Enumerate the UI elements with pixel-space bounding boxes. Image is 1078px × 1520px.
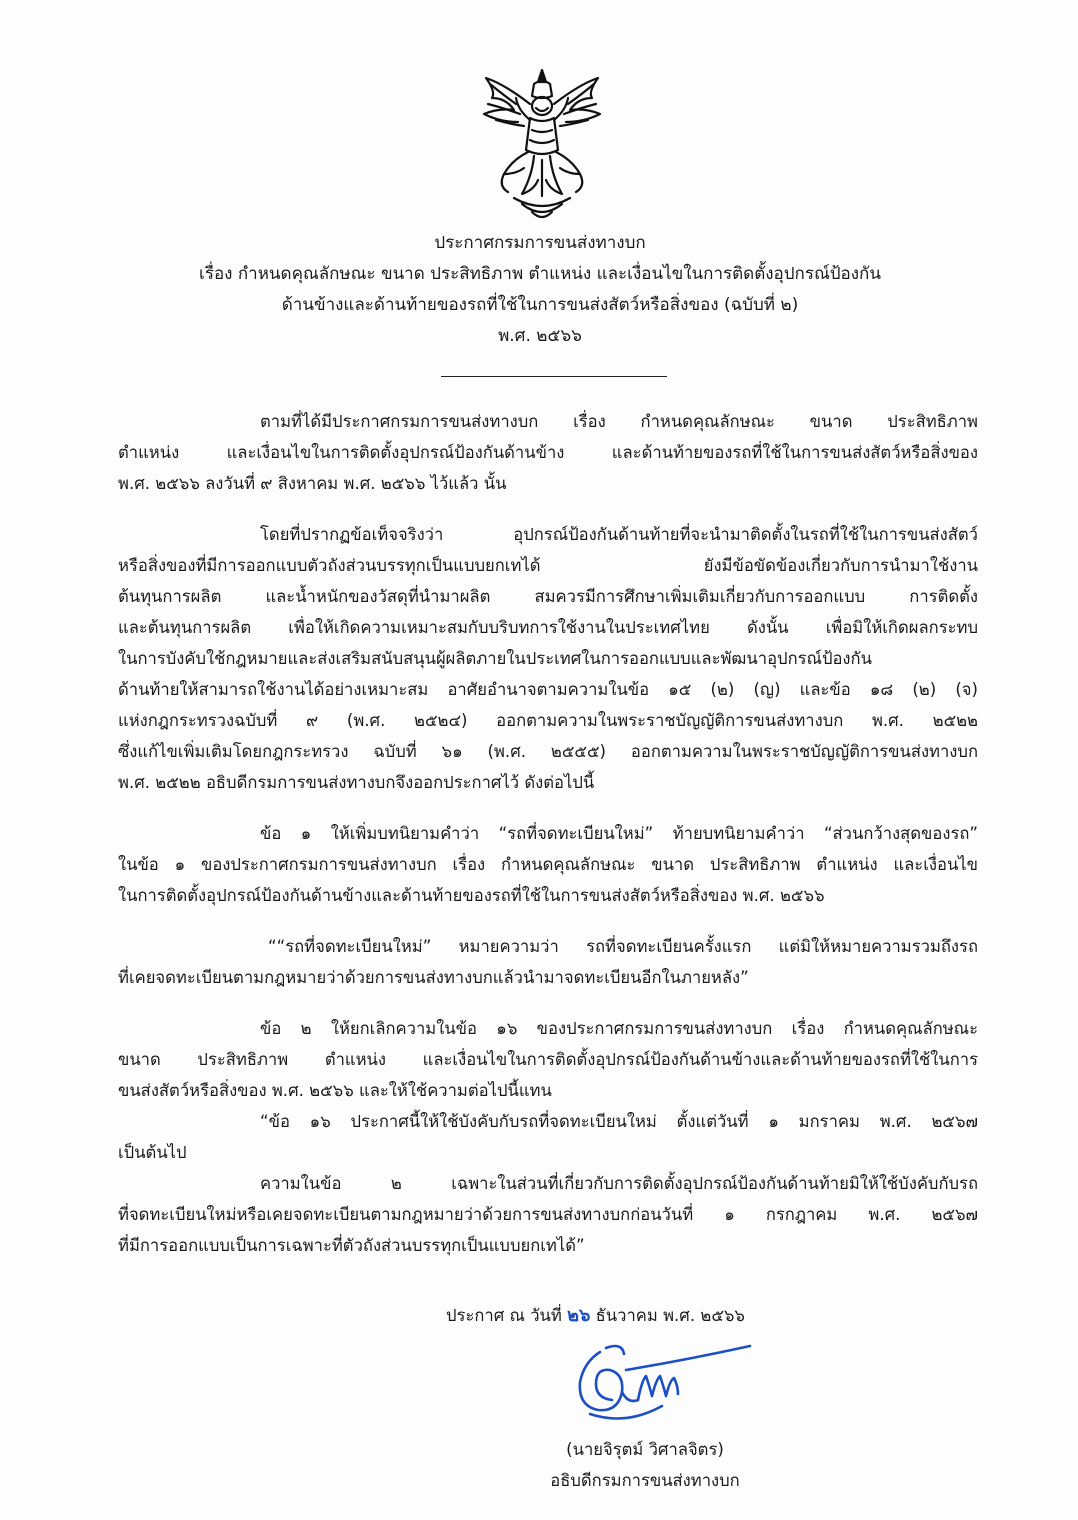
clause-16-para-2-line: ความในข้อ ๒ เฉพาะในส่วนที่เกี่ยวกับการติดตั้งอุปกรณ์ป้องกันด้านท้ายมิให้ใช้บังคับกับรถ (260, 1174, 978, 1193)
clause-2-line: ขนส่งสัตว์หรือสิ่งของ พ.ศ. ๒๕๖๖ และให้ใช้ความต่อไปนี้แทน (118, 1081, 552, 1100)
paragraph-2-line: พ.ศ. ๒๕๒๒ อธิบดีกรมการขนส่งทางบกจึงออกประกาศไว้ ดังต่อไปนี้ (118, 773, 595, 792)
clause-16-para-2-line: ที่จดทะเบียนใหม่หรือเคยจดทะเบียนตามกฎหมายว่าด้วยการขนส่งทางบกก่อนวันที่ ๑ กรกฎาคม พ.ศ. ๒๕๖๗ (118, 1205, 978, 1224)
clause-2-line: ขนาด ประสิทธิภาพ ตำแหน่ง และเงื่อนไขในการติดตั้งอุปกรณ์ป้องกันด้านข้างและด้านท้ายของรถที่ใช้ในการ (118, 1050, 978, 1069)
clause-16-para-2-line: ที่มีการออกแบบเป็นการเฉพาะที่ตัวถังส่วนบรรทุกเป็นแบบยกเทได้” (118, 1236, 585, 1255)
definition-line: ““รถที่จดทะเบียนใหม่” หมายความว่า รถที่จดทะเบียนครั้งแรก แต่มิให้หมายความรวมถึงรถ (268, 937, 978, 956)
garuda-emblem-icon (474, 64, 610, 226)
date-suffix: ธันวาคม พ.ศ. ๒๕๖๖ (595, 1306, 745, 1325)
header-divider (441, 376, 667, 377)
paragraph-1-line: ตามที่ได้มีประกาศกรมการขนส่งทางบก เรื่อง กำหนดคุณลักษณะ ขนาด ประสิทธิภาพ (260, 412, 978, 431)
paragraph-2-line: ต้นทุนการผลิต และน้ำหนักของวัสดุที่นำมาผลิต สมควรมีการศึกษาเพิ่มเติมเกี่ยวกับการออกแบบ การติดตั้ง (118, 587, 978, 606)
date-prefix: ประกาศ ณ วันที่ (446, 1306, 562, 1325)
paragraph-2-line: ในการบังคับใช้กฎหมายและส่งเสริมสนับสนุนผู้ผลิตภายในประเทศในการออกแบบและพัฒนาอุปกรณ์ป้องกัน (118, 649, 872, 668)
announcement-subject-line-2: ด้านข้างและด้านท้ายของรถที่ใช้ในการขนส่งสัตว์หรือสิ่งของ (ฉบับที่ ๒) (281, 295, 799, 315)
signatory-position: อธิบดีกรมการขนส่งทางบก (550, 1471, 740, 1490)
paragraph-2-line: โดยที่ปรากฏข้อเท็จจริงว่า อุปกรณ์ป้องกันด้านท้ายที่จะนำมาติดตั้งในรถที่ใช้ในการขนส่งสัตว์ (260, 525, 978, 544)
clause-1-line: ในการติดตั้งอุปกรณ์ป้องกันด้านข้างและด้านท้ายของรถที่ใช้ในการขนส่งสัตว์หรือสิ่งของ พ.ศ. ๒๕๖๖ (118, 886, 825, 905)
paragraph-2-line: แห่งกฎกระทรวงฉบับที่ ๙ (พ.ศ. ๒๕๒๔) ออกตามความในพระราชบัญญัติการขนส่งทางบก พ.ศ. ๒๕๒๒ (118, 711, 978, 730)
announcement-date (446, 1300, 745, 1331)
clause-16-line: “ข้อ ๑๖ ประกาศนี้ให้ใช้บังคับกับรถที่จดทะเบียนใหม่ ตั้งแต่วันที่ ๑ มกราคม พ.ศ. ๒๕๖๗ (260, 1112, 978, 1131)
clause-2-line: ข้อ ๒ ให้ยกเลิกความในข้อ ๑๖ ของประกาศกรมการขนส่งทางบก เรื่อง กำหนดคุณลักษณะ (260, 1019, 978, 1038)
paragraph-1-line: ตำแหน่ง และเงื่อนไขในการติดตั้งอุปกรณ์ป้องกันด้านข้าง และด้านท้ายของรถที่ใช้ในการขนส่งสัตว์หรือสิ่งของ (118, 443, 978, 462)
paragraph-2-line: หรือสิ่งของที่มีการออกแบบตัวถังส่วนบรรทุกเป็นแบบยกเทได้ ยังมีข้อขัดข้องเกี่ยวกับการนำมาใช้งาน (118, 556, 978, 575)
clause-16-line: เป็นต้นไป (118, 1143, 187, 1162)
announcement-header (100, 228, 980, 352)
announcement-year: พ.ศ. ๒๕๖๖ (498, 326, 582, 346)
definition-line: ที่เคยจดทะเบียนตามกฎหมายว่าด้วยการขนส่งทางบกแล้วนำมาจดทะเบียนอีกในภายหลัง” (118, 968, 749, 987)
announcement-subject-line-1: เรื่อง กำหนดคุณลักษณะ ขนาด ประสิทธิภาพ ตำแหน่ง และเงื่อนไขในการติดตั้งอุปกรณ์ป้องกัน (199, 264, 881, 284)
paragraph-2-line: ด้านท้ายให้สามารถใช้งานได้อย่างเหมาะสม อาศัยอำนาจตามความในข้อ ๑๕ (๒) (ญ) และข้อ ๑๘ (๒) (จ) (118, 680, 978, 699)
announcement-body (118, 406, 978, 1261)
date-day-handwritten: ๒๖ (567, 1305, 591, 1326)
announcement-title: ประกาศกรมการขนส่งทางบก (434, 233, 646, 253)
handwritten-signature (566, 1340, 756, 1430)
signatory-block (530, 1434, 760, 1496)
paragraph-1-line: พ.ศ. ๒๕๖๖ ลงวันที่ ๙ สิงหาคม พ.ศ. ๒๕๖๖ ไว้แล้ว นั้น (118, 474, 507, 493)
paragraph-2-line: ซึ่งแก้ไขเพิ่มเติมโดยกฎกระทรวง ฉบับที่ ๖๑ (พ.ศ. ๒๕๕๕) ออกตามความในพระราชบัญญัติการขนส่งทางบก (118, 742, 978, 761)
clause-1-line: ข้อ ๑ ให้เพิ่มบทนิยามคำว่า “รถที่จดทะเบียนใหม่” ท้ายบทนิยามคำว่า “ส่วนกว้างสุดของรถ” (260, 824, 978, 843)
paragraph-2-line: และต้นทุนการผลิต เพื่อให้เกิดความเหมาะสมกับบริบทการใช้งานในประเทศไทย ดังนั้น เพื่อมิให้เกิดผลกระทบ (118, 618, 978, 637)
clause-1-line: ในข้อ ๑ ของประกาศกรมการขนส่งทางบก เรื่อง กำหนดคุณลักษณะ ขนาด ประสิทธิภาพ ตำแหน่ง และเงื่อนไข (118, 855, 978, 874)
signatory-name: (นายจิรุตม์ วิศาลจิตร) (566, 1440, 724, 1459)
